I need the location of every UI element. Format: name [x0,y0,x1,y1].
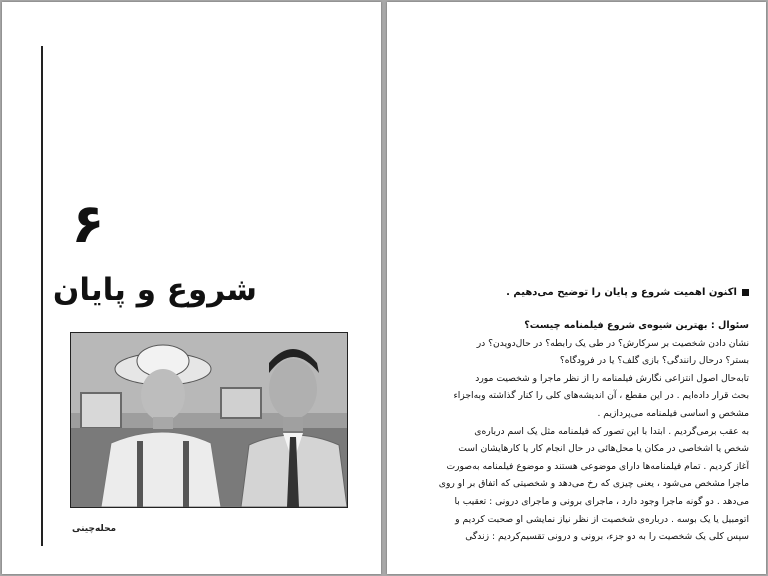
text-line: می‌دهد . دو گونه ماجرا وجود دارد ، ماجرای برونی و ماجرای درونی : تعقیب با [454,495,749,507]
body-text [409,317,749,546]
text-line: تابه‌حال اصول انتزاعی نگارش فیلمنامه را از نظر ماجرا و شخصیت مورد [475,372,749,384]
text-line: آغاز کردیم . تمام فیلمنامه‌ها دارای موضوعی هستند و موضوع فیلمنامه به‌صورت [446,460,749,472]
section-heading [506,287,749,298]
chapter-number: ۶ [71,192,105,255]
left-page [2,2,381,574]
text-line: اتومبیل یا یک بوسه . درباره‌ی شخصیت از نظر نیاز نمایشی او صحبت کردیم و [455,513,749,525]
vertical-rule [41,46,43,546]
text-line: ماجرا مشخص می‌شود ، یعنی چیزی که رخ می‌دهد و شخصیتی که اتفاق بر او روی [438,478,749,490]
text-line: بستر؟ درحال رانندگی؟ بازی گلف؟ یا در فرودگاه؟ [559,355,749,367]
text-line: بحث قرار داده‌ایم . در این مقطع ، آن اندیشه‌های کلی را کنار گذاشته وبه‌اجزاء [453,390,749,402]
text-line: به عقب برمی‌گردیم . ابتدا با این تصور که فیلمنامه مثل یک اسم درباره‌ی [474,425,749,437]
text-line: مشخص و اساسی فیلمنامه می‌پردازیم . [597,407,749,419]
film-still-photo [70,332,348,508]
photo-caption: محله‌چینی [72,524,117,534]
text-line: شخص یا اشخاصی در مکان یا محل‌هائی در حال انجام کار یا کارهایشان است [458,443,749,455]
question-line: سئوال : بهترین شیوه‌ی شروع فیلمنامه چیست؟ [524,320,749,331]
section-heading-text: اکنون اهمیت شروع و پایان را توضیح می‌دهیم . [506,287,737,298]
chapter-title: شروع و پایان [52,272,257,308]
text-line: سپس کلی یک شخصیت را به دو جزء، برونی و درونی تقسیم‌کردیم : زندگی [465,531,749,543]
square-bullet-icon [742,289,749,296]
text-line: نشان دادن شخصیت بر سرکارش؟ در طی یک رابطه؟ در حال‌دویدن؟ در [476,337,749,349]
film-still-illustration [71,333,347,507]
right-page [387,2,766,574]
